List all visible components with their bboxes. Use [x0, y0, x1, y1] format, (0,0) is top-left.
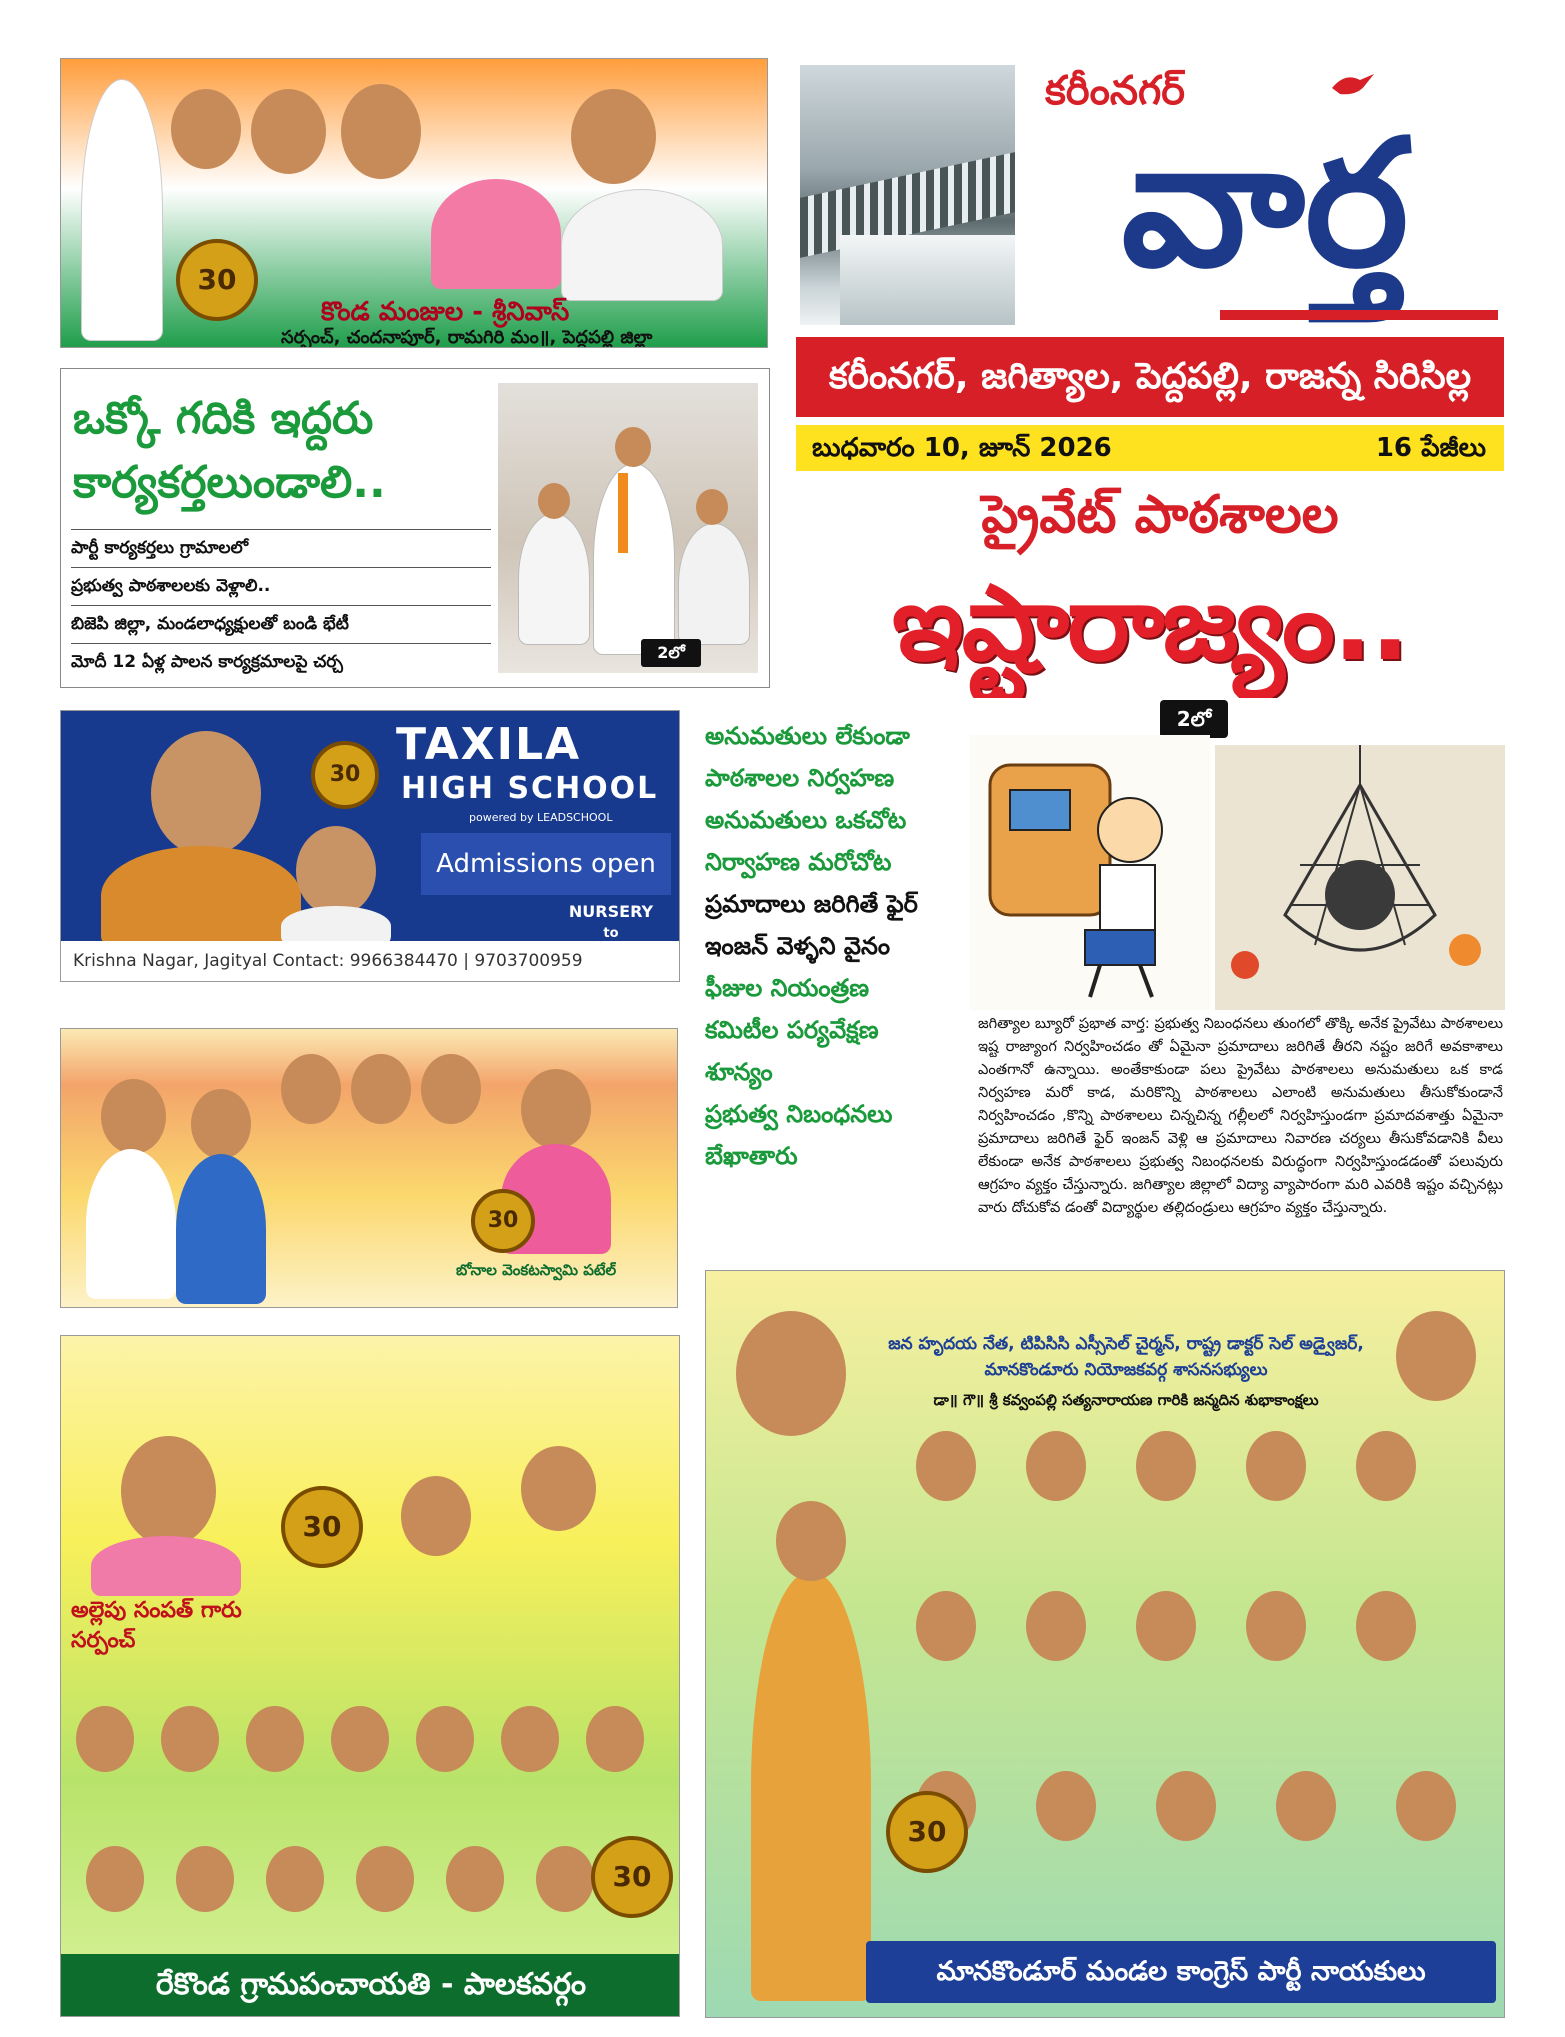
member-photo — [1356, 1591, 1416, 1661]
anniversary-badge: 30 — [311, 741, 379, 809]
member-photo — [1246, 1431, 1306, 1501]
ad-portrait-body — [561, 189, 723, 301]
member-photo — [1026, 1591, 1086, 1661]
ad-portrait-body — [86, 1149, 176, 1299]
member-photo — [1136, 1431, 1196, 1501]
member-photo — [1036, 1771, 1096, 1841]
lead-point: పాఠశాలల నిర్వహణ — [705, 764, 895, 792]
dove-icon — [1330, 70, 1375, 100]
ad-portrait-head — [171, 89, 241, 169]
ad-caption-place: సర్పంచ్, చందనాపూర్, రామగిరి మం॥, పెద్దపల్లి జిల్లా — [281, 327, 653, 348]
ad-portrait-head — [776, 1501, 846, 1581]
paper-title: వార్త — [1121, 110, 1409, 306]
lead-point: ప్రమాదాలు జరిగితే ఫైర్ — [705, 890, 918, 918]
ad-portrait — [81, 79, 163, 341]
school-name: TAXILA — [396, 719, 582, 770]
photo-person — [678, 523, 750, 645]
lead-point: ప్రభుత్వ నిబంధనలు — [705, 1100, 893, 1128]
greeting-ad-panchayat — [60, 1335, 680, 2017]
member-photo — [331, 1706, 389, 1772]
ad-portrait-head — [421, 1054, 481, 1124]
issue-date: బుధవారం 10, జూన్ 2026 — [812, 433, 1112, 463]
lead-point: నిర్వాహణ మరోచోట — [705, 848, 892, 876]
cartoon-schoolboy-bag — [970, 735, 1210, 1010]
ad-caption-name: బోనాల వెంకటస్వామి పటేల్ — [456, 1261, 617, 1279]
dam-spillway — [840, 235, 1015, 325]
title-underline — [1220, 310, 1498, 320]
anniversary-badge: 30 — [886, 1791, 968, 1873]
grade-to-word: to — [603, 926, 619, 941]
story-bullets — [71, 529, 491, 681]
ad-portrait-body — [281, 906, 391, 946]
cartoon-drawing — [1215, 745, 1505, 1010]
anniversary-badge: 30 — [176, 239, 258, 321]
cartoon-drawing — [970, 735, 1210, 1010]
anniversary-badge: 30 — [281, 1486, 363, 1568]
member-photo — [536, 1846, 594, 1912]
member-photo — [356, 1846, 414, 1912]
ad-portrait-head — [351, 1054, 411, 1124]
masthead-dam-photo — [800, 65, 1015, 325]
ad-portrait-body — [91, 1536, 241, 1596]
member-photo — [1246, 1591, 1306, 1661]
anniversary-badge: 30 — [471, 1189, 535, 1253]
ad-portrait-head — [521, 1446, 596, 1531]
ad-portrait-head — [101, 1079, 166, 1154]
lead-point: అనుమతులు ఒకచోట — [705, 806, 907, 834]
admissions-banner: Admissions open — [421, 833, 671, 895]
ad-portrait-head — [296, 826, 376, 916]
anniversary-badge: 30 — [591, 1836, 673, 1918]
school-subtitle: HIGH SCHOOL — [401, 771, 659, 806]
member-photo — [86, 1846, 144, 1912]
story-bullet: బిజెపి జిల్లా, మండలాధ్యక్షులతో బండి భేటీ — [71, 605, 491, 643]
member-photo — [1136, 1591, 1196, 1661]
ad-portrait-head — [571, 89, 656, 184]
ad-portrait-head — [736, 1311, 846, 1436]
paper-subtitle: కరీంనగర్ — [1045, 68, 1185, 114]
story-headline: ఒక్కో గదికి ఇద్దరు కార్యకర్తలుండాలి.. — [73, 393, 386, 508]
lead-point: ఫీజుల నియంత్రణ — [705, 974, 870, 1002]
photo-head — [538, 483, 570, 519]
lead-point: కమిటీల పర్యవేక్షణ — [705, 1016, 879, 1044]
ad-portrait-head — [121, 1436, 216, 1546]
greeting-ad-leader — [60, 1028, 678, 1308]
ad-portrait-head — [251, 89, 326, 174]
taxila-school-ad — [60, 710, 680, 982]
lead-point: ఇంజన్ వెళ్ళని వైనం — [705, 932, 890, 960]
ad-portrait-head — [521, 1069, 591, 1149]
member-photo — [1356, 1431, 1416, 1501]
member-photo — [586, 1706, 644, 1772]
member-photo — [246, 1706, 304, 1772]
ad-caption-name: కొండ మంజుల - శ్రీనివాస్ — [321, 297, 570, 327]
grade-from: NURSERY — [568, 902, 654, 921]
member-photo — [916, 1591, 976, 1661]
lead-point: శూన్యం — [705, 1058, 773, 1086]
saffron-scarf — [618, 473, 628, 553]
member-photo — [501, 1706, 559, 1772]
member-photo — [1276, 1771, 1336, 1841]
member-photo — [76, 1706, 134, 1772]
lead-points — [705, 715, 965, 1177]
photo-head — [615, 427, 651, 467]
lead-point: బేఖాతారు — [705, 1142, 798, 1170]
photo-person — [518, 513, 590, 645]
ad-greeting: డా॥ గౌ॥ శ్రీ కవ్వంపల్లి సత్యనారాయణ గారికి జన్మదిన శుభాకాంక్షలు — [933, 1391, 1319, 1409]
ad-sarpanch-name: అల్లెపు సంపత్ గారు సర్పంచ్ — [71, 1598, 242, 1653]
story-bullet: పార్టీ కార్యకర్తలు గ్రామాలలో — [71, 529, 491, 567]
page-count: 16 పేజీలు — [1375, 433, 1486, 463]
region-band: కరీంనగర్, జగిత్యాల, పెద్దపల్లి, రాజన్న సిరిసిల్ల — [796, 337, 1504, 417]
member-photo — [1156, 1771, 1216, 1841]
lead-page-tag: 2లో — [1160, 700, 1228, 738]
birthday-greeting-ad — [705, 1270, 1505, 2018]
ad-portrait-head — [151, 731, 261, 856]
ad-portrait-body — [751, 1571, 871, 2001]
ad-portrait-body — [431, 179, 561, 289]
date-band — [796, 425, 1504, 471]
story-party-workers — [60, 368, 770, 688]
ad-footer: రేకొండ గ్రామపంచాయతి - పాలకవర్గం — [61, 1954, 680, 2016]
member-photo — [1396, 1771, 1456, 1841]
member-photo — [416, 1706, 474, 1772]
story-bullet: మోదీ 12 ఏళ్ల పాలన కార్యక్రమాలపై చర్చ — [71, 643, 491, 681]
cartoon-child-in-net — [1215, 745, 1505, 1010]
ad-portrait-body — [176, 1154, 266, 1304]
ad-portrait-head — [281, 1054, 341, 1124]
school-contact: Krishna Nagar, Jagityal Contact: 9966384470 | 9703700959 — [61, 941, 680, 981]
story-photo — [498, 383, 758, 673]
ad-portrait-head — [401, 1476, 471, 1556]
lead-point: అనుమతులు లేకుండా — [705, 722, 910, 750]
ad-portrait-head — [341, 84, 421, 179]
lead-kicker: ప్రైవేట్ పాఠశాలల — [981, 485, 1339, 545]
lead-headline: ఇష్టారాజ్యం.. — [892, 562, 1408, 684]
story-page-tag: 2లో — [641, 639, 701, 667]
lead-body: జగిత్యాల బ్యూరో ప్రభాత వార్త: ప్రభుత్వ నిబంధనలు తుంగలో తొక్కి అనేక ప్రైవేటు పాఠశాలలు ఇష్ట రాజ్యాంగ నిర్వహించడం తో ఏమైనా ప్రమాదాలు జరిగితే తీరని నష్టం జరిగే అవకాశాలు ఎంతగానో ఉన్నాయి. అంతేకాకుండా పలు ప్రైవేటు పాఠశాలలు అనుమతులు ఒక కాడ నిర్వహణ మరో కాడ, మరికొన్ని పాఠశాలలు ఎలాంటి అనుమతులు తీసుకోకుండానే నిర్వహించడం ,కొన్ని పాఠశాలలు చిన్నచిన్న గల్లీలలో నిర్వహిస్తుండగా ప్రమాదవశాత్తు ఏమైనా ప్రమాదాలు జరిగితే ఫైర్ ఇంజన్ వెళ్లి ఆ ప్రమాదాలు నివారణ చర్యలు తీసుకోవడానికి వీలు లేకుండా అనేక పాఠశాలలు ప్రభుత్వ నిబంధనలకు విరుద్ధంగా నిర్వహిస్తుండడంతో పలువురు ఆగ్రహం వ్యక్తం చేస్తున్నారు. జగిత్యాల జిల్లాలో విద్యా వ్యాపారంగా మరి ఎవరికి ఇష్టం వచ్చినట్లు వారు దోచుకోవ డంతో విద్యార్థుల తల్లిదండ్రులు ఆగ్రహం వ్యక్తం చేస్తున్నారు. — [978, 1015, 1503, 1216]
ad-footer: మానకొండూర్ మండల కాంగ్రెస్ పార్టీ నాయకులు — [866, 1941, 1496, 2003]
member-photo — [161, 1706, 219, 1772]
member-photo — [446, 1846, 504, 1912]
story-bullet: ప్రభుత్వ పాఠశాలలకు వెళ్లాలి.. — [71, 567, 491, 605]
photo-person — [593, 463, 675, 655]
ad-portrait-body — [101, 846, 301, 946]
photo-head — [696, 489, 728, 525]
ad-header: జన హృదయ నేత, టిపిసిసి ఎస్సీసెల్ చైర్మన్, రాష్ట్ర డాక్టర్ సెల్ అడ్వైజర్, మానకొండూరు నియోజకవర్గ శాసనసభ్యులు — [888, 1334, 1364, 1380]
member-photo — [916, 1431, 976, 1501]
school-powered-by: powered by LEADSCHOOL — [469, 811, 613, 824]
member-photo — [176, 1846, 234, 1912]
member-photo — [266, 1846, 324, 1912]
ad-portrait-head — [191, 1089, 251, 1159]
member-photo — [1026, 1431, 1086, 1501]
ad-portrait-head — [1396, 1311, 1476, 1401]
greeting-ad-sarpanch — [60, 58, 768, 348]
